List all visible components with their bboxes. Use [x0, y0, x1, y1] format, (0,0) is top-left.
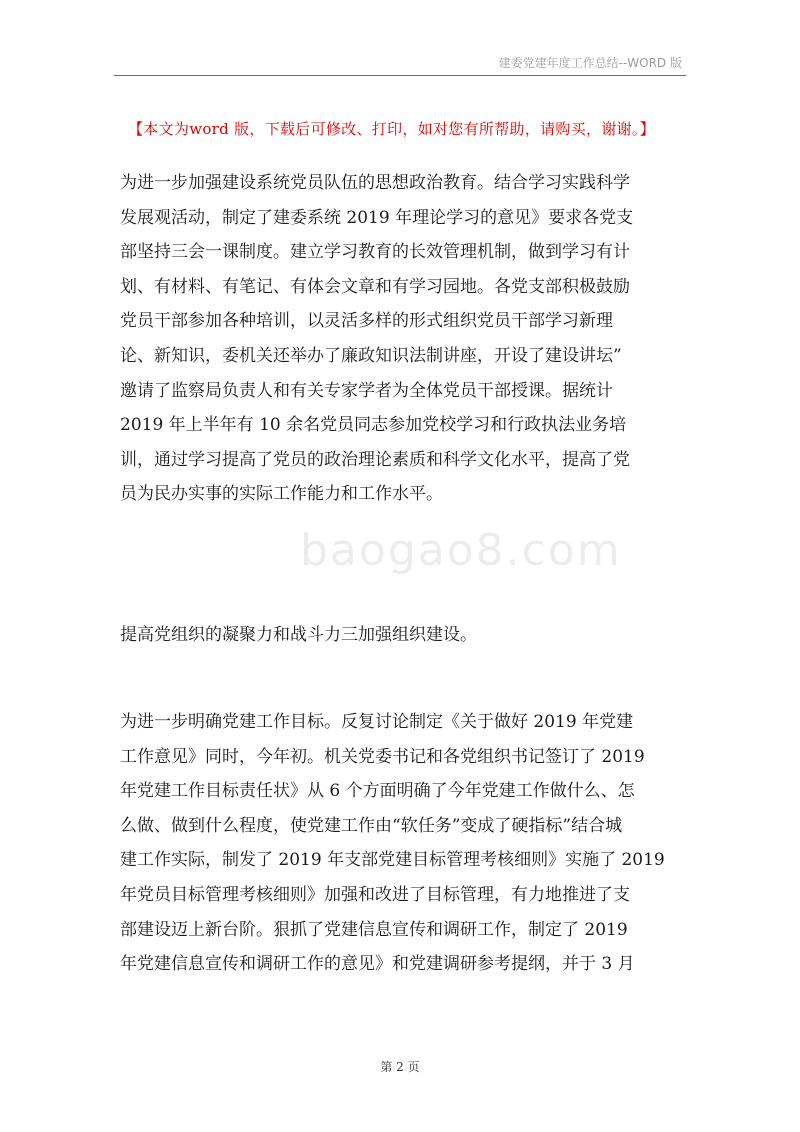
paragraph-line: 2019 年上半年有 10 余名党员同志参加党校学习和行政执法业务培 [120, 415, 627, 436]
header-title: 建委党建年度工作总结--WORD 版 [498, 56, 682, 70]
purchase-notice: 【本文为word 版，下载后可修改、打印，如对您有所帮助，请购买，谢谢。】 [128, 120, 656, 138]
paragraph-line: 工作意见》同时，今年初。机关党委书记和各党组织书记签订了 2019 [120, 746, 645, 767]
paragraph-line: 邀请了监察局负责人和有关专家学者为全体党员干部授课。据统计 [120, 380, 613, 401]
paragraph-line: 年党建信息宣传和调研工作的意见》和党建调研参考提纲，并于 3 月 [120, 954, 635, 975]
paragraph-line: 提高党组织的凝聚力和战斗力三加强组织建设。 [120, 625, 477, 645]
paragraph-line: 划、有材料、有笔记、有体会文章和有学习园地。各党支部积极鼓励 [120, 276, 630, 297]
paragraph-line: 年党建工作目标责任状》从 6 个方面明确了今年党建工作做什么、怎 [120, 781, 635, 802]
page-number: 第 2 页 [380, 1060, 420, 1074]
paragraph-line: 员为民办实事的实际工作能力和工作水平。 [120, 484, 443, 505]
paragraph-line: 训，通过学习提高了党员的政治理论素质和科学文化水平，提高了党 [120, 449, 630, 470]
paragraph-line: 部坚持三会一课制度。建立学习教育的长效管理机制，做到学习有计 [120, 242, 630, 263]
paragraph-line: 建工作实际，制发了 2019 年支部党建目标管理考核细则》实施了 2019 [120, 850, 665, 871]
paragraph-line: 为进一步加强建设系统党员队伍的思想政治教育。结合学习实践科学 [120, 173, 630, 193]
paragraph-line: 为进一步明确党建工作目标。反复讨论制定《关于做好 2019 年党建 [120, 712, 634, 732]
paragraph-2 [120, 618, 690, 653]
paragraph-line: 党员干部参加各种培训，以灵活多样的形式组织党员干部学习新理 [120, 311, 613, 332]
paragraph-line: 论、新知识，委机关还举办了廉政知识法制讲座，开设了建设讲坛” [120, 345, 622, 366]
paragraph-3 [120, 705, 690, 982]
paragraph-line: 发展观活动，制定了建委系统 2019 年理论学习的意见》要求各党支 [120, 207, 634, 228]
header-divider [114, 75, 686, 76]
paragraph-1 [120, 166, 690, 512]
paragraph-line: 部建设迈上新台阶。狠抓了党建信息宣传和调研工作，制定了 2019 [120, 919, 628, 940]
paragraph-line: 年党员目标管理考核细则》加强和改进了目标管理，有力地推进了支 [120, 884, 630, 905]
paragraph-line: 么做、做到什么程度，使党建工作由“软任务”变成了硬指标”结合城 [120, 815, 623, 836]
watermark: baogao8.com [300, 525, 622, 576]
